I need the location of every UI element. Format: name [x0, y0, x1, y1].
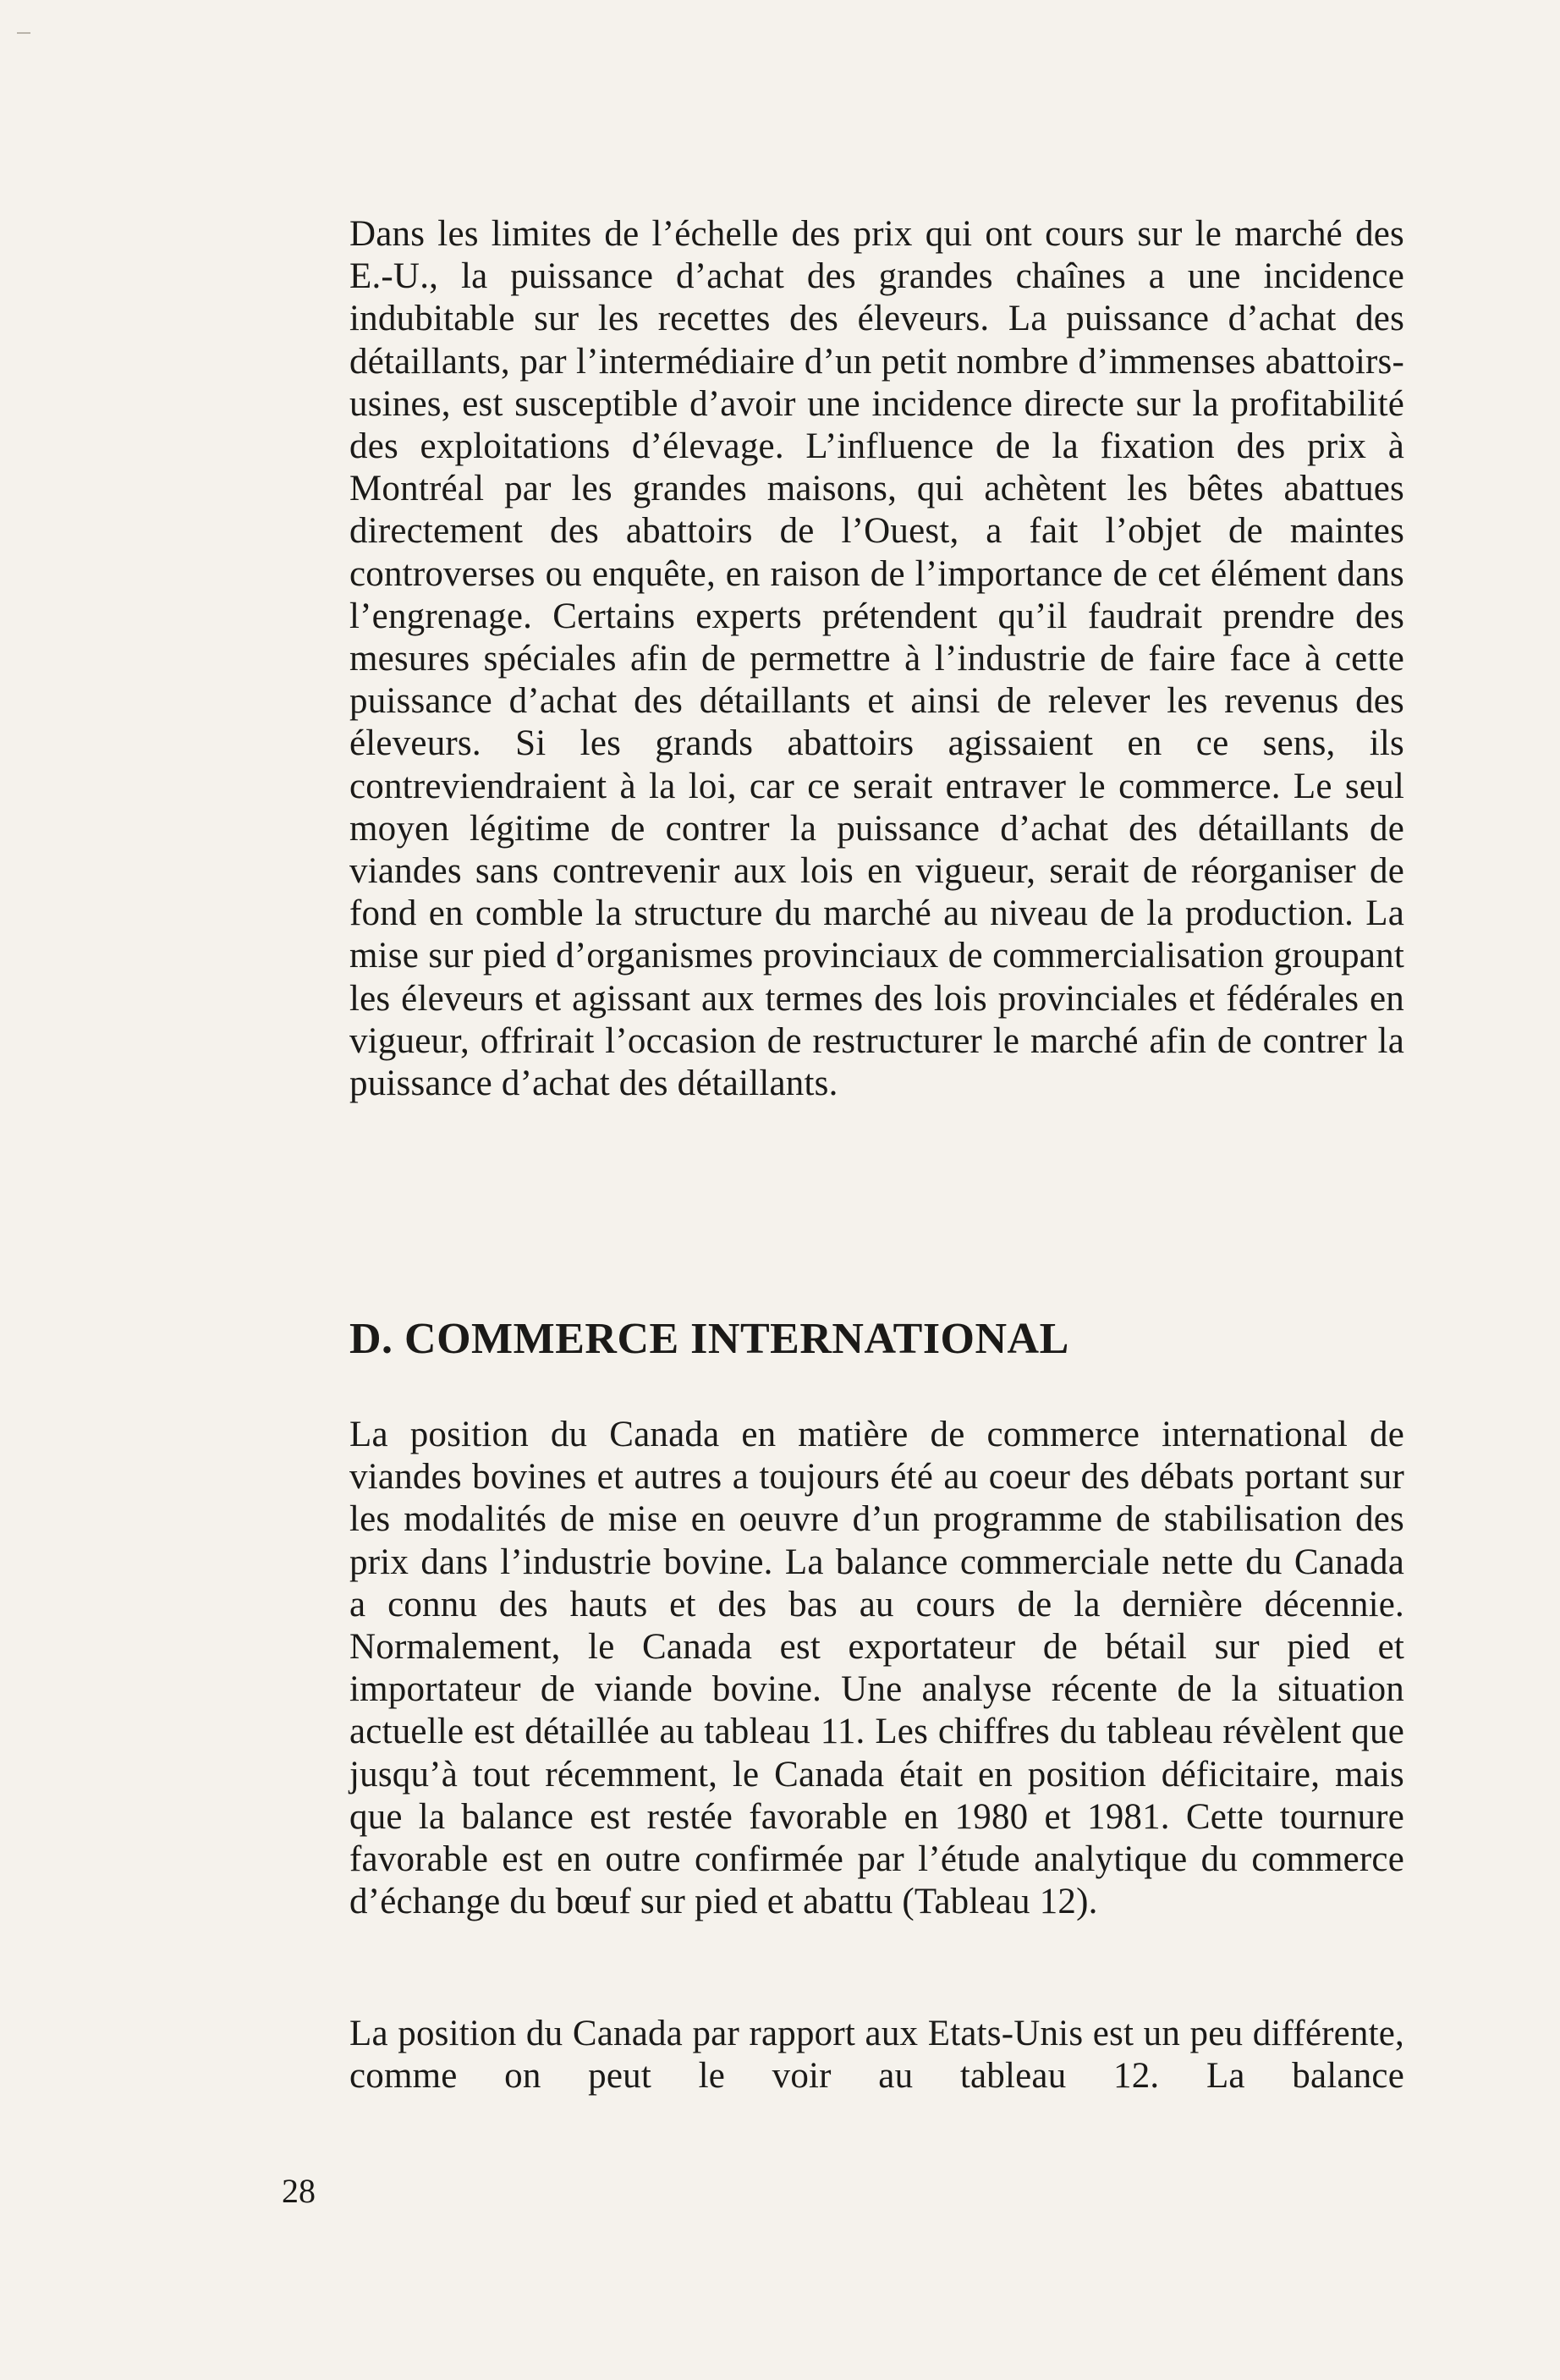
- page-number: 28: [282, 2172, 316, 2210]
- scan-mark: [17, 32, 30, 34]
- paragraph-retail-buying-power: Dans les limites de l’échelle des prix qui ont cours sur le marché des E.-U., la puissance d’achat des grandes chaînes a une incidence indubitable sur les recettes des éleveurs. La puissance d’achat des détaillants, par l’intermédiaire d’un petit nombre d’immenses abattoirs-usines, est susceptible d’avoir une incidence directe sur la profitabilité des exploitations d’élevage. L’influence de la fixation des prix à Montréal par les grandes maisons, qui achètent les bêtes abattues directement des abattoirs de l’Ouest, a fait l’objet de maintes controverses ou enquête, en raison de l’importance de cet élément dans l’engrenage. Certains experts prétendent qu’il faudrait prendre des mesures spéciales afin de permettre à l’industrie de faire face à cette puissance d’achat des détaillants et ainsi de relever les revenus des éleveurs. Si les grands abattoirs agissaient en ce sens, ils contreviendraient à la loi, car ce serait entraver le commerce. Le seul moyen légitime de contrer la puissance d’achat des détaillants de viandes sans contrevenir aux lois en vigueur, serait de réorganiser de fond en comble la structure du marché au niveau de la production. La mise sur pied d’organismes provinciaux de commercialisation groupant les éleveurs et agissant aux termes des lois provinciales et fédérales en vigueur, offrirait l’occasion de restructurer le marché afin de contrer la puissance d’achat des détaillants.: [349, 214, 1404, 1104]
- paragraph-canada-us-position: La position du Canada par rapport aux Etats-Unis est un peu différente, comme on peut le voir au tableau 12. La balance: [349, 2014, 1404, 2097]
- section-heading: D. COMMERCE INTERNATIONAL: [349, 1315, 1069, 1363]
- paragraph-international-trade: La position du Canada en matière de commerce international de viandes bovines et autres a toujours été au coeur des débats portant sur les modalités de mise en oeuvre d’un programme de stabilisation des prix dans l’industrie bovine. La balance commerciale nette du Canada a connu des hauts et des bas au cours de la dernière décennie. Normalement, le Canada est exportateur de bétail sur pied et importateur de viande bovine. Une analyse récente de la situation actuelle est détaillée au tableau 11. Les chiffres du tableau révèlent que jusqu’à tout récemment, le Canada était en position déficitaire, mais que la balance est restée favorable en 1980 et 1981. Cette tournure favorable est en outre confirmée par l’étude analytique du commerce d’échange du bœuf sur pied et abattu (Tableau 12).: [349, 1415, 1404, 1922]
